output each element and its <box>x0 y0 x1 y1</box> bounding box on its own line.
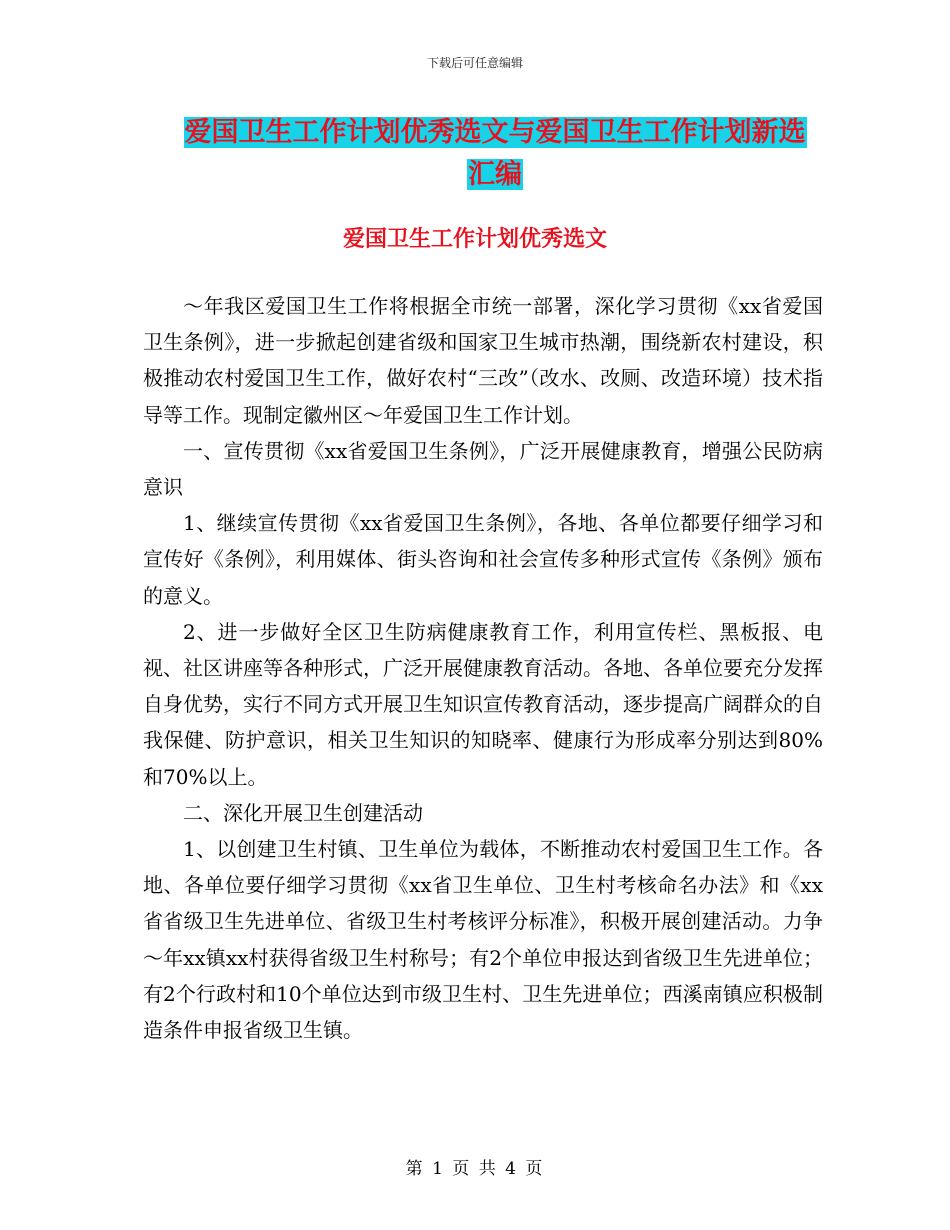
document-title-line-1: 爱国卫生工作计划优秀选文与爱国卫生工作计划新选 <box>184 117 806 148</box>
paragraph-heading-2: 二、深化开展卫生创建活动 <box>183 800 423 825</box>
paragraph-item-1-1: 1、继续宣传贯彻《xx省爱国卫生条例》，各地、各单位都要仔细学习和宣传好《条例》，利用媒体、街头咨询和社会宣传多种形式宣传《条例》颁布的意义。 <box>143 511 823 608</box>
paragraph-item-1-2: 2、进一步做好全区卫生防病健康教育工作，利用宣传栏、黑板报、电视、社区讲座等各种形式，广泛开展健康教育活动。各地、各单位要充分发挥自身优势，实行不同方式开展卫生知识宣传教育活动，逐步提高广阔群众的自我保健、防护意识，相关卫生知识的知晓率、健康行为形成率分别达到80%和70%以上。 <box>143 619 823 789</box>
paragraph-intro: ～年我区爱国卫生工作将根据全市统一部署，深化学习贯彻《xx省爱国卫生条例》，进一步掀起创建省级和国家卫生城市热潮，围绕新农村建设，积极推动农村爱国卫生工作，做好农村“三改”（改水、改厕、改造环境）技术指导等工作。现制定徽州区～年爱国卫生工作计划。 <box>143 294 823 427</box>
document-body <box>143 288 823 1048</box>
paragraph-heading-1: 一、宣传贯彻《xx省爱国卫生条例》，广泛开展健康教育，增强公民防病意识 <box>143 438 823 500</box>
document-title-line-2: 汇编 <box>468 159 522 190</box>
page-header-note: 下载后可任意编辑 <box>426 56 523 70</box>
section-title: 爱国卫生工作计划优秀选文 <box>342 227 607 252</box>
document-title <box>175 112 815 196</box>
paragraph-item-2-1: 1、以创建卫生村镇、卫生单位为载体，不断推动农村爱国卫生工作。各地、各单位要仔细学习贯彻《xx省卫生单位、卫生村考核命名办法》和《xx省省级卫生先进单位、省级卫生村考核评分标准》，积极开展创建活动。力争～年xx镇xx村获得省级卫生村称号；有2个单位申报达到省级卫生先进单位；有2个行政村和10个单位达到市级卫生村、卫生先进单位；西溪南镇应积极制造条件申报省级卫生镇。 <box>143 837 823 1043</box>
page-footer: 第 1 页 共 4 页 <box>405 1159 545 1179</box>
